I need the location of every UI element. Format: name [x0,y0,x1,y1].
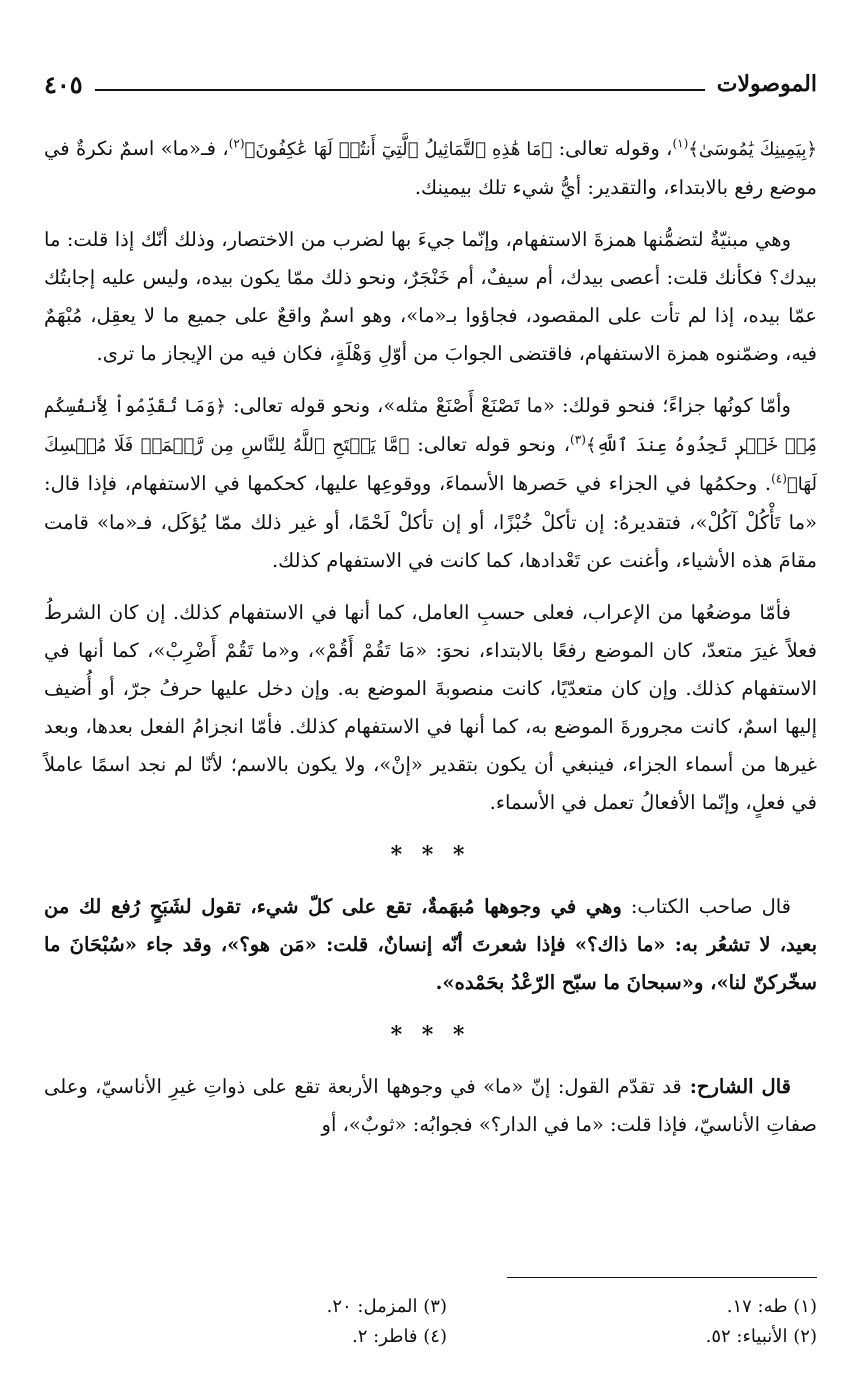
text-run: قد تقدّم القول: إنّ «ما» في وجوهها الأربعة تقع على ذواتِ غيرِ الأناسيّ، وعلى صفاتِ الأناسيّ، فإذا قلت: «ما في الدار؟» فجوابُه: «ثوبٌ»، أو [44,1075,817,1136]
chapter-title: الموصولات [716,71,817,97]
footnote-ref: (١) [672,136,689,151]
section-separator: * * * [390,842,471,868]
header-rule [95,89,705,91]
main-text [44,130,817,1158]
page-number: ٤٠٥ [44,69,83,99]
footnote-column-right [507,1292,817,1352]
paragraph-5 [44,888,817,1002]
footnote-ref: (٢) [228,136,245,151]
text-run: ، ونحو قوله تعالى: [409,433,571,456]
paragraph-3 [44,387,817,580]
section-separator: * * * [390,1022,471,1048]
paragraph-2: وهي مبنيّةٌ لتضمُّنها همزةَ الاستفهام، وإنّما جيءَ بها لضرب من الاختصار، وذلك أنّك إذا قلت: ما بيدك؟ فكأنك قلت: أعصى بيدك، أم سيفٌ، أم خَنْجَرٌ، ونحو ذلك ممّا يكون بيده، وليس عليه إجابتُك عمّا بيده، إذا لم تأت على المقصود، فجاؤوا بـ«ما»، وهو اسمٌ واقعٌ على جميع ما لا يعقِل، مُبْهَمٌ فيه، وضمّنوه همزة الاستفهام، فاقتضى الجوابَ من أوّلِ وَهْلَةٍ، فكان فيه من الإيجاز ما ترى. [44,228,817,365]
paragraph-6 [44,1068,817,1144]
quoted-text: وهي في وجوهها مُبهَمةٌ، تقع على كلّ شيء، تقول لشَبَحٍ رُفع لك من بعيد، لا تشعُر به: «ما ذاك؟» فإذا شعرتَ أنّه إنسانٌ، قلت: «مَن هو؟»، وقد جاء «سُبْحَانَ ما سخّركنّ لنا»، و«سبحانَ ما سبّح الرّعْدُ بحَمْده». [44,895,817,994]
footnote-item: (١) طه: ١٧. [726,1296,817,1317]
paragraph-1 [44,130,817,207]
text-run: ، فـ«ما» اسمٌ نكرةٌ في موضع رفع بالابتداء، والتقدير: أيُّ شيء تلك بيمينك. [44,137,817,199]
footnote-item: (٢) الأنبياء: ٥٢. [705,1326,817,1347]
text-run: . وحكمُها في الجزاء في حَصرها الأسماءَ، ووقوعِها عليها، كحكمها في الاستفهام، فإذا قال: «ما تَأْكُلْ آكُلْ»، فتقديرهُ: إن تأكلْ خُبْزًا، أو إن تأكلْ لَحْمًا، أو غير ذلك ممّا يُؤكَل، فـ«ما» قامت مقامَ هذه الأشياء، وأغنت عن تَعْدادها، كما كانت في الاستفهام كذلك. [44,472,817,572]
paragraph-4: فأمّا موضعُها من الإعراب، فعلى حسبِ العامل، كما أنها في الاستفهام كذلك. إن كان الشرطُ فعلاً غيرَ متعدّ، كان الموضع رفعًا بالابتداء، نحوَ: «مَا تَقُمْ أَقُمْ»، و«ما تَقُمْ أَضْرِبْ»، كما أنها في الاستفهام كذلك. وإن كان متعدّيًا، كانت منصوبةَ الموضع به. وإن دخل عليها حرفُ جرّ، أو أُضيف إليها اسمٌ، كانت مجرورةَ الموضع به، كما أنها في الاستفهام كذلك. فأمّا انجزامُ الفعل بعدها، وبعد غيرها من أسماء الجزاء، فينبغي أن يكون بتقدير «إنْ»، ولا يكون بالاسم؛ لأنّا لم نجد اسمًا عاملاً في فعلٍ، وإنّما الأفعالُ تعمل في الأسماء. [44,601,817,814]
quran-quote: ﴿وَمَا تُقَدِّمُواْ لِأَنفُسِكُم مِّنۡ خَيۡرٖ تَجِدُوهُ عِندَ ٱللَّهِ﴾ [44,396,817,456]
footnote-rule [507,1277,817,1278]
speaker-label: قال الشارح: [681,1075,791,1098]
footnote-item: (٣) المزمل: ٢٠. [326,1296,447,1317]
speaker-label: قال صاحب الكتاب: [621,895,791,918]
footnote-ref: (٤) [771,471,787,486]
quran-quote: ﴿بِيَمِينِكَ يَٰمُوسَىٰ﴾ [688,139,817,160]
quran-quote: ﴿مَا هَٰذِهِ ٱلتَّمَاثِيلُ ٱلَّتِيٓ أَنتُمۡ لَهَا عَٰكِفُونَ﴾ [244,139,553,160]
footnote-item: (٤) فاطر: ٢. [352,1326,447,1347]
footnote-ref: (٣) [570,432,586,447]
text-run: ، وقوله تعالى: [552,137,673,160]
quran-quote: ﴿مَّا يَفۡتَحِ ٱللَّهُ لِلنَّاسِ مِن رَّحۡمَةٖ فَلَا مُمۡسِكَ لَهَا﴾ [44,435,817,495]
footnotes [44,1292,817,1352]
running-header [44,66,817,102]
footnote-column-left [147,1292,447,1352]
text-run: وأمّا كونُها جزاءً؛ فنحو قولك: «ما تَصْنَعْ أَصْنَعْ مثله»، ونحو قوله تعالى: [225,394,791,417]
